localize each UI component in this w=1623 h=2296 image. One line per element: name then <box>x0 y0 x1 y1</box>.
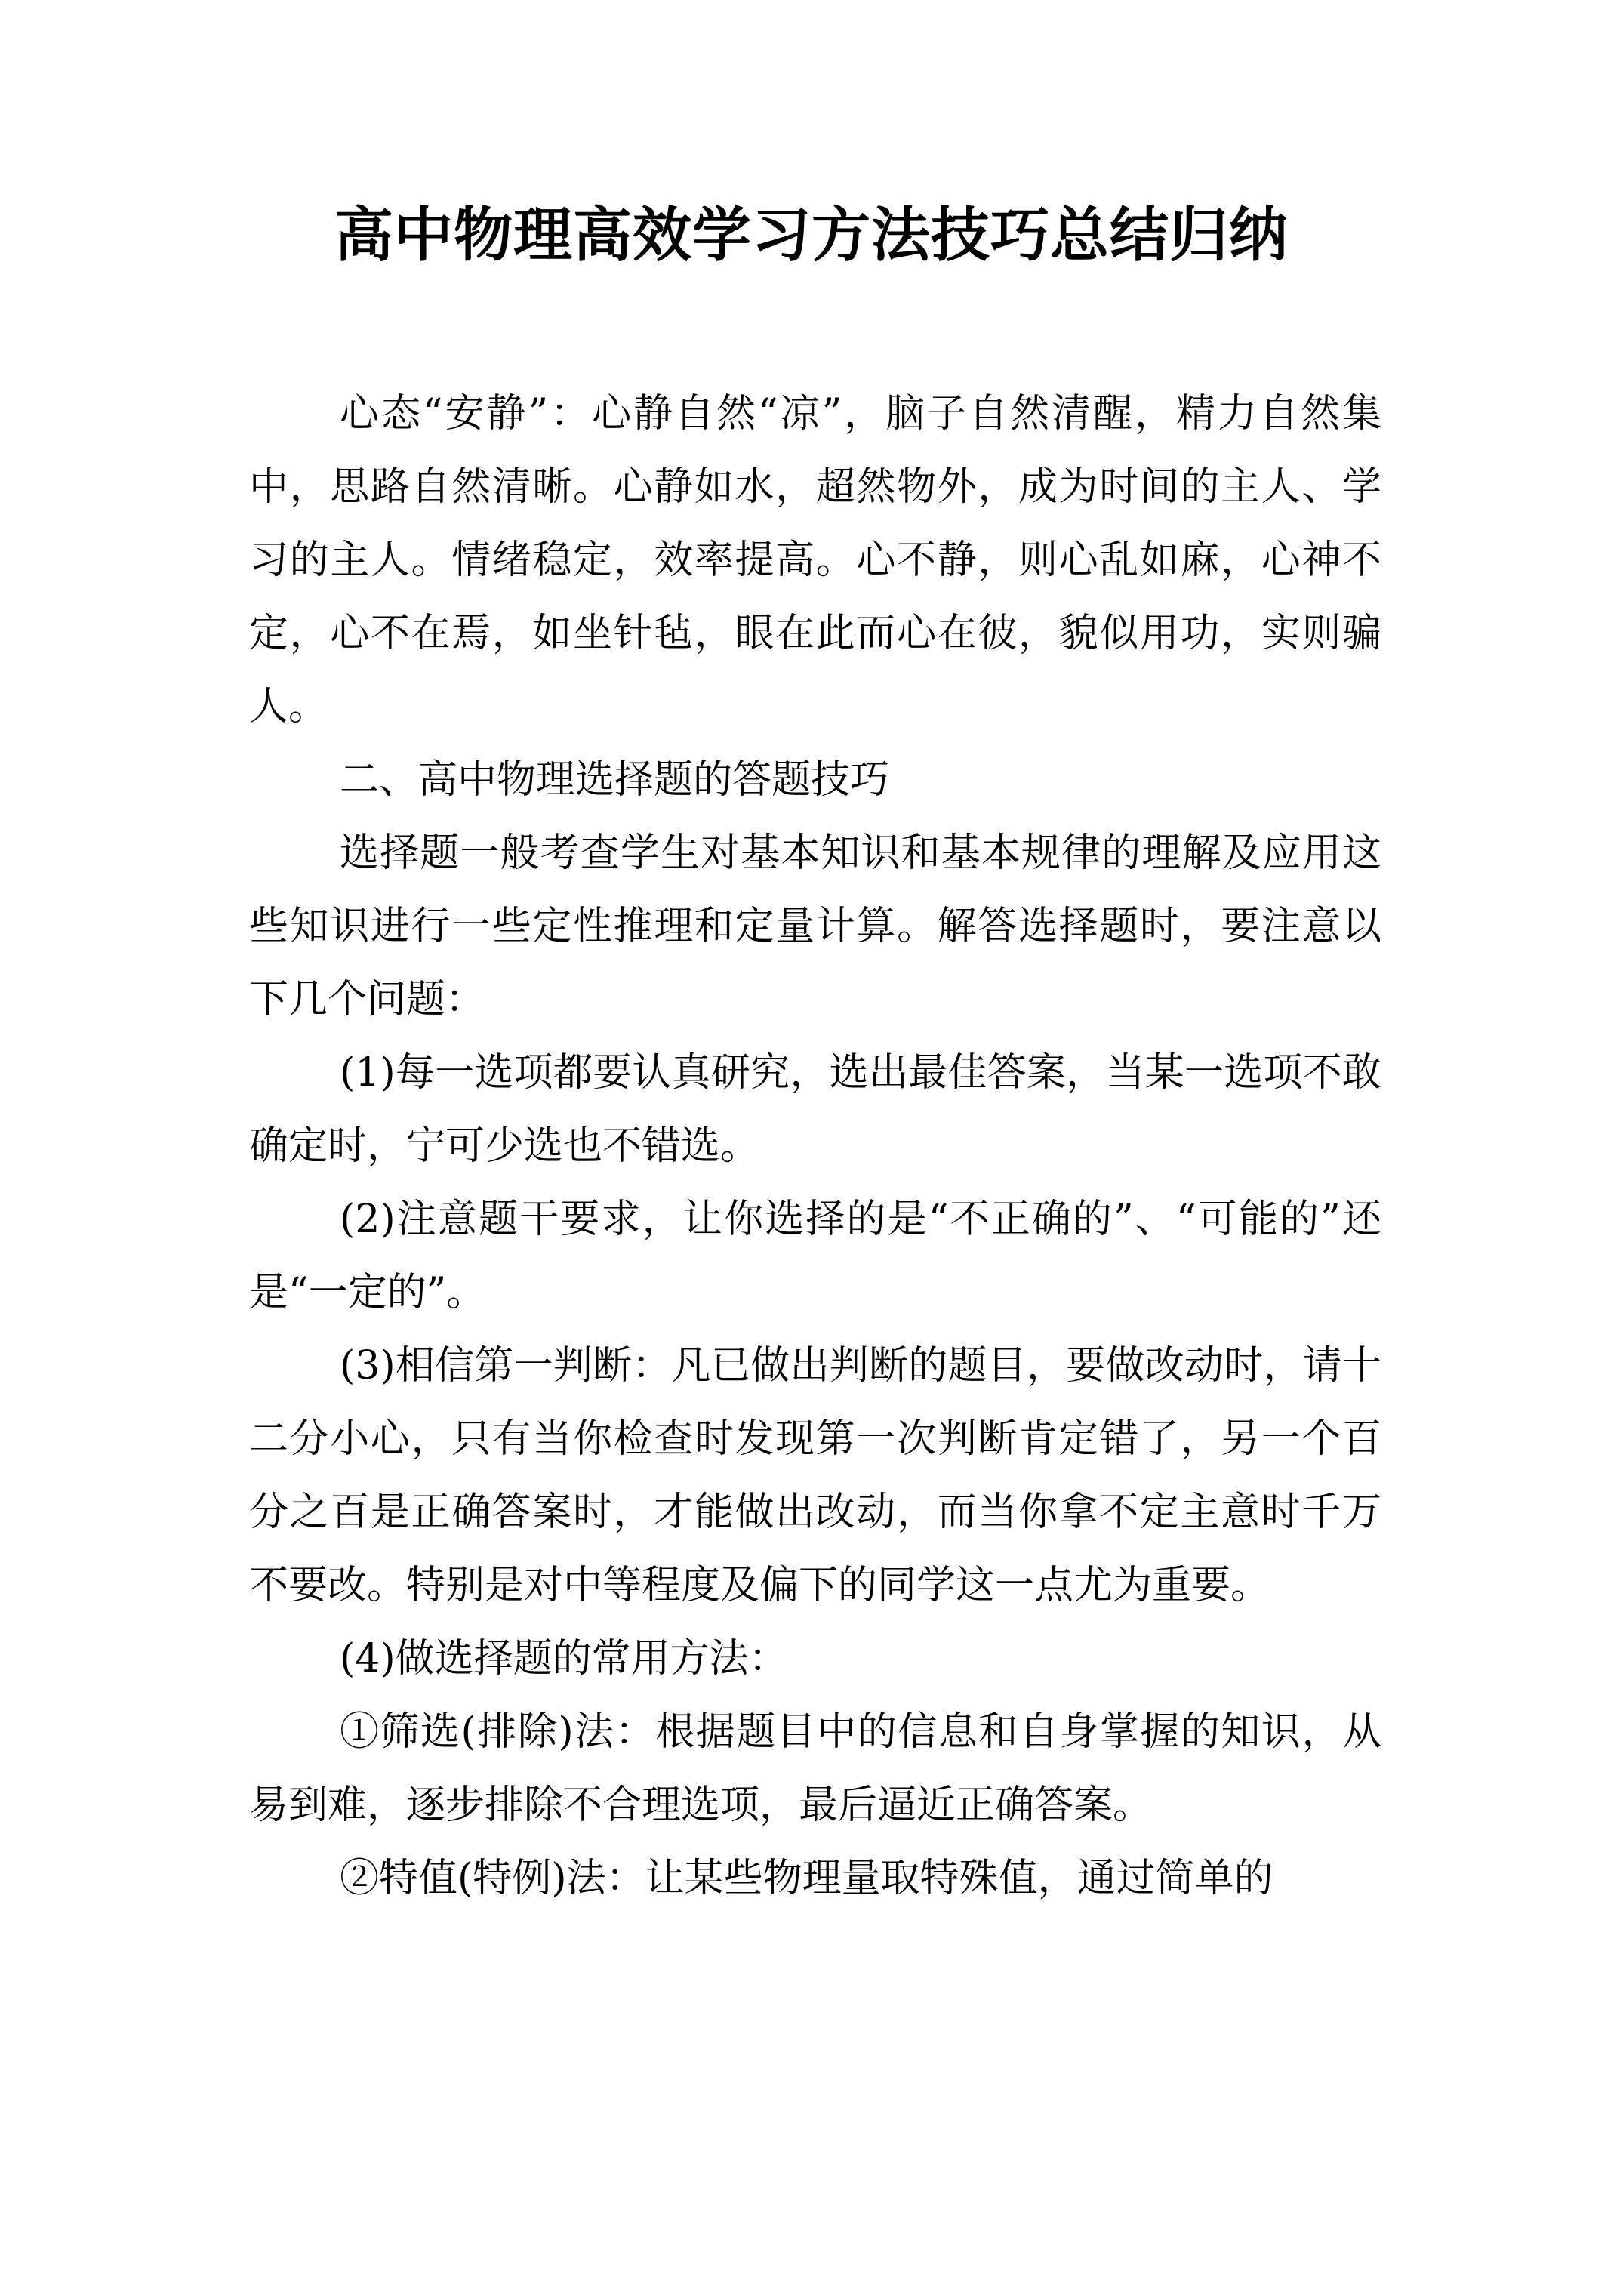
paragraph-method-screening: ①筛选(排除)法：根据题目中的信息和自身掌握的知识，从易到难，逐步排除不合理选项，最后逼近正确答案。 <box>249 1709 1381 1828</box>
document-body <box>249 378 1381 1915</box>
paragraph-choice-intro: 选择题一般考查学生对基本知识和基本规律的理解及应用这些知识进行一些定性推理和定量计算。解答选择题时，要注意以下几个问题： <box>249 831 1381 1022</box>
document-title: 高中物理高效学习方法技巧总结归纳 <box>334 201 1289 270</box>
paragraph-tip-4: (4)做选择题的常用方法： <box>340 1636 788 1681</box>
paragraph-method-special-value: ②特值(特例)法：让某些物理量取特殊值，通过简单的 <box>340 1856 1273 1901</box>
paragraph-mindset: 心态“安静”：心静自然“凉”，脑子自然清醒，精力自然集中，思路自然清晰。心静如水，超然物外，成为时间的主人、学习的主人。情绪稳定，效率提高。心不静，则心乱如麻，心神不定，心不在焉，如坐针毡，眼在此而心在彼，貌似用功，实则骗人。 <box>249 391 1381 729</box>
paragraph-tip-3: (3)相信第一判断：凡已做出判断的题目，要做改动时，请十二分小心，只有当你检查时发现第一次判断肯定错了，另一个百分之百是正确答案时，才能做出改动，而当你拿不定主意时千万不要改。特别是对中等程度及偏下的同学这一点尤为重要。 <box>249 1343 1381 1608</box>
paragraph-tip-2: (2)注意题干要求，让你选择的是“不正确的”、“可能的”还是“一定的”。 <box>249 1197 1381 1315</box>
paragraph-tip-1: (1)每一选项都要认真研究，选出最佳答案，当某一选项不敢确定时，宁可少选也不错选。 <box>249 1050 1381 1169</box>
section-heading-choice-questions: 二、高中物理选择题的答题技巧 <box>340 757 890 803</box>
